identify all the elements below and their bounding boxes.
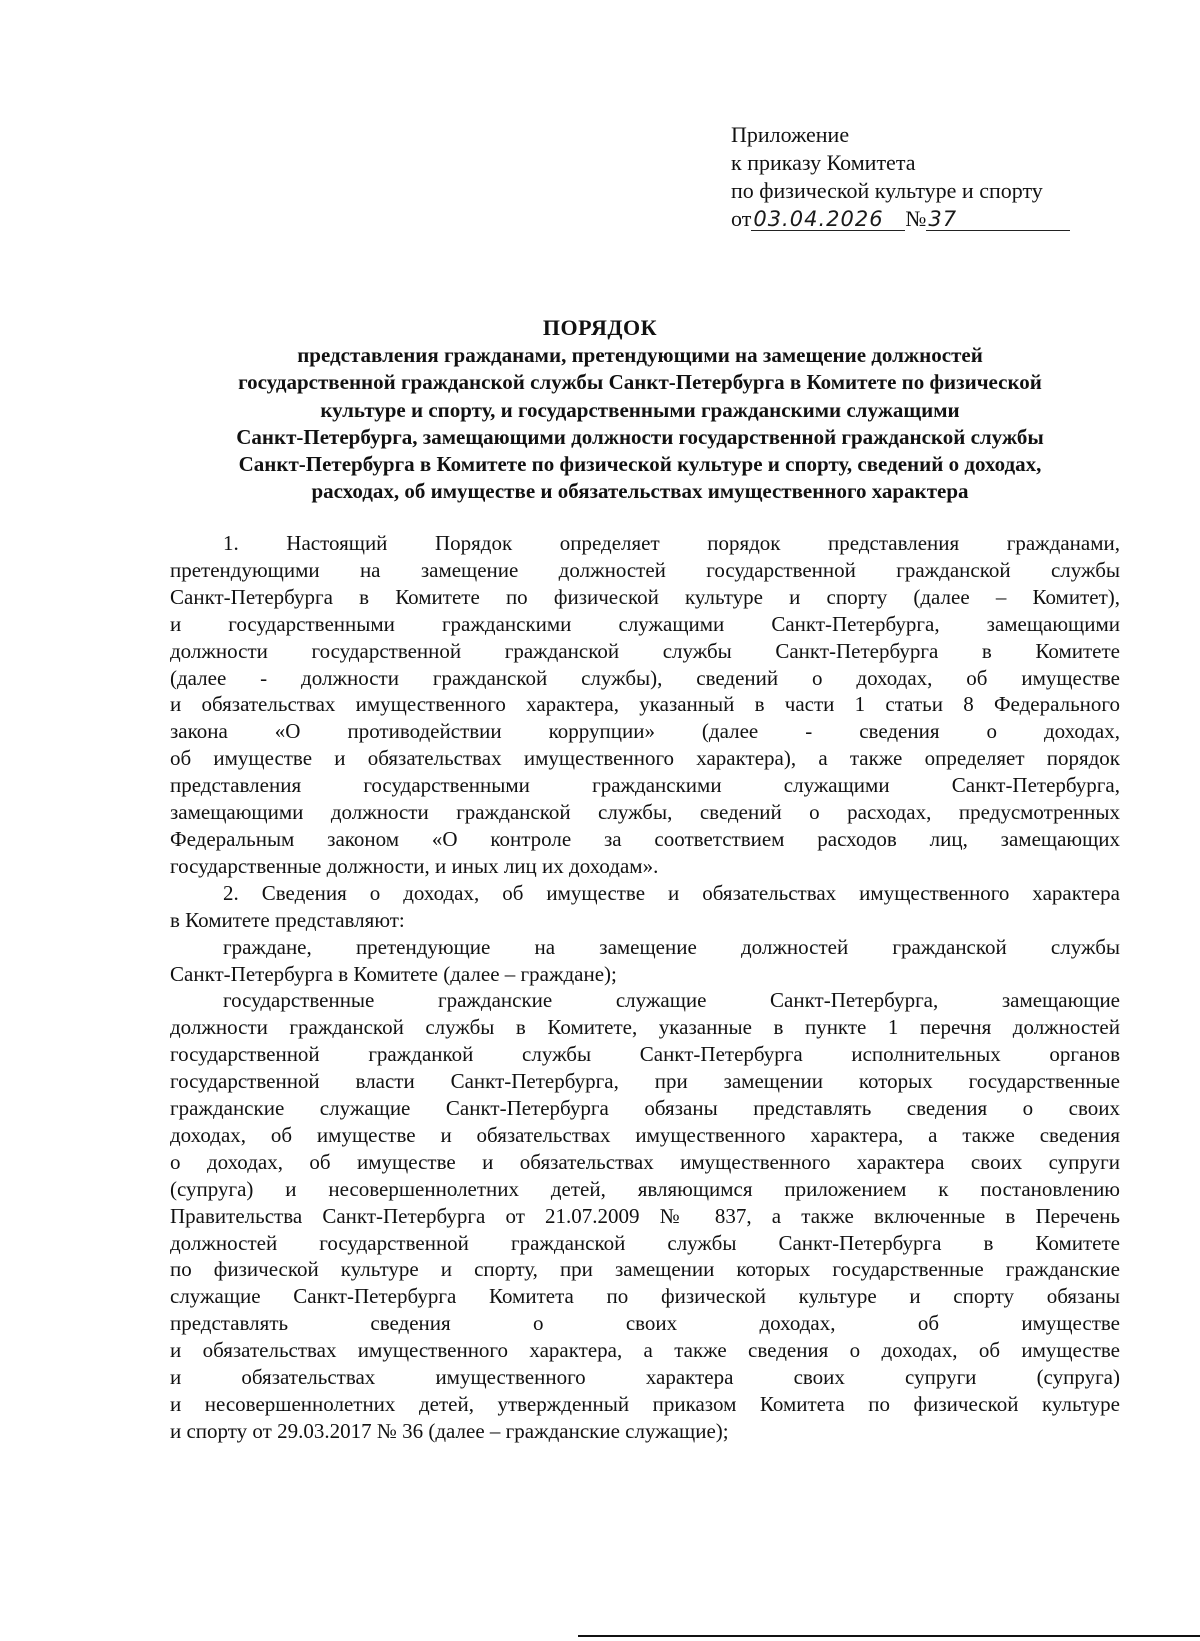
civil-servants-line: государственные гражданские служащие Санкт-Петербурга, замещающие <box>223 988 1120 1013</box>
paragraph-1-line: об имуществе и обязательствах имущественного характера), а также определяет порядок <box>170 746 1120 771</box>
paragraph-1-line: 1. Настоящий Порядок определяет порядок представления гражданами, <box>223 531 1120 555</box>
paragraph-1-line: государственные должности, и иных лиц их доходам». <box>170 853 659 878</box>
appendix-committee: по физической культуре и спорту <box>731 178 1043 203</box>
civil-servants-line: (супруга) и несовершеннолетних детей, являющимся приложением к постановлению <box>170 1176 1120 1201</box>
civil-servants-line: служащие Санкт-Петербурга Комитета по физической культуре и спорту обязаны <box>170 1284 1120 1309</box>
paragraph-1-line: Федеральным законом «О контроле за соответствием расходов лиц, замещающих <box>170 826 1120 851</box>
paragraph-1-line: закона «О противодействии коррупции» (далее - сведения о доходах, <box>170 719 1120 744</box>
document-title: ПОРЯДОК <box>542 315 658 340</box>
handwritten-number: 37 <box>926 208 1070 231</box>
appendix-title: Приложение <box>731 122 850 147</box>
paragraph-1-line: представления государственными гражданскими служащими Санкт-Петербурга, <box>170 773 1120 798</box>
from-label: от <box>731 206 752 231</box>
handwritten-date: 03.04.2026 <box>751 208 905 231</box>
paragraph-1-line: претендующими на замещение должностей государственной гражданской службы <box>170 557 1120 582</box>
civil-servants-line: представлять сведения о своих доходах, об имуществе <box>170 1311 1120 1336</box>
subtitle-line: культуре и спорту, и государственными гражданскими служащими <box>320 397 960 422</box>
paragraph-1-line: и обязательствах имущественного характера, указанный в части 1 статьи 8 Федерального <box>170 692 1120 717</box>
civil-servants-line: гражданские служащие Санкт-Петербурга обязаны представлять сведения о своих <box>170 1096 1120 1121</box>
page-bottom-rule <box>578 1635 1200 1637</box>
subtitle-line: Санкт-Петербурга, замещающими должности государственной гражданской службы <box>236 424 1044 449</box>
subtitle-line: представления гражданами, претендующими на замещение должностей <box>297 343 983 367</box>
civil-servants-line: и спорту от 29.03.2017 № 36 (далее – гражданские служащие); <box>170 1418 729 1443</box>
paragraph-2-line: 2. Сведения о доходах, об имуществе и обязательствах имущественного характера <box>223 880 1120 905</box>
appendix-order-ref: к приказу Комитета <box>731 150 916 175</box>
civil-servants-line: должностей государственной гражданской службы Санкт-Петербурга в Комитете <box>170 1230 1120 1255</box>
paragraph-1-line: должности государственной гражданской службы Санкт-Петербурга в Комитете <box>170 638 1120 663</box>
paragraph-1-line: замещающими должности гражданской службы, сведений о расходах, предусмотренных <box>170 800 1120 825</box>
citizens-line: Санкт-Петербурга в Комитете (далее – граждане); <box>170 961 617 986</box>
paragraph-1-line: и государственными гражданскими служащими Санкт-Петербурга, замещающими <box>170 611 1120 636</box>
civil-servants-line: и обязательствах имущественного характера, а также сведения о доходах, об имуществе <box>170 1338 1120 1363</box>
civil-servants-line: и обязательствах имущественного характера своих супруги (супруга) <box>170 1365 1120 1390</box>
civil-servants-line: должности гражданской службы в Комитете, указанные в пункте 1 перечня должностей <box>170 1015 1120 1040</box>
civil-servants-line: доходах, об имуществе и обязательствах имущественного характера, а также сведения <box>170 1122 1120 1147</box>
civil-servants-line: о доходах, об имуществе и обязательствах имущественного характера своих супруги <box>170 1149 1120 1174</box>
civil-servants-line: по физической культуре и спорту, при замещении которых государственные гражданские <box>170 1257 1120 1282</box>
number-label: № <box>905 206 927 231</box>
paragraph-2-line: в Комитете представляют: <box>170 907 405 932</box>
appendix-date-number <box>731 205 1131 233</box>
civil-servants-line: Правительства Санкт-Петербурга от 21.07.2009 № 837, а также включенные в Перечень <box>170 1203 1120 1228</box>
paragraph-1-line: (далее - должности гражданской службы), сведений о доходах, об имуществе <box>170 665 1120 690</box>
subtitle-line: Санкт-Петербурга в Комитете по физической культуре и спорту, сведений о доходах, <box>238 452 1042 477</box>
document-body <box>170 530 1120 1445</box>
civil-servants-line: государственной власти Санкт-Петербурга, при замещении которых государственные <box>170 1069 1120 1094</box>
civil-servants-line: и несовершеннолетних детей, утвержденный приказом Комитета по физической культуре <box>170 1392 1120 1416</box>
paragraph-1-line: Санкт-Петербурга в Комитете по физической культуре и спорту (далее – Комитет), <box>170 584 1120 609</box>
subtitle-line: государственной гражданской службы Санкт-Петербурга в Комитете по физической <box>238 370 1042 395</box>
appendix-block <box>731 121 1131 233</box>
civil-servants-line: государственной гражданкой службы Санкт-Петербурга исполнительных органов <box>170 1042 1120 1067</box>
document-subtitle <box>160 342 1120 506</box>
citizens-line: граждане, претендующие на замещение должностей гражданской службы <box>223 934 1120 959</box>
subtitle-line: расходах, об имуществе и обязательствах имущественного характера <box>311 479 969 504</box>
